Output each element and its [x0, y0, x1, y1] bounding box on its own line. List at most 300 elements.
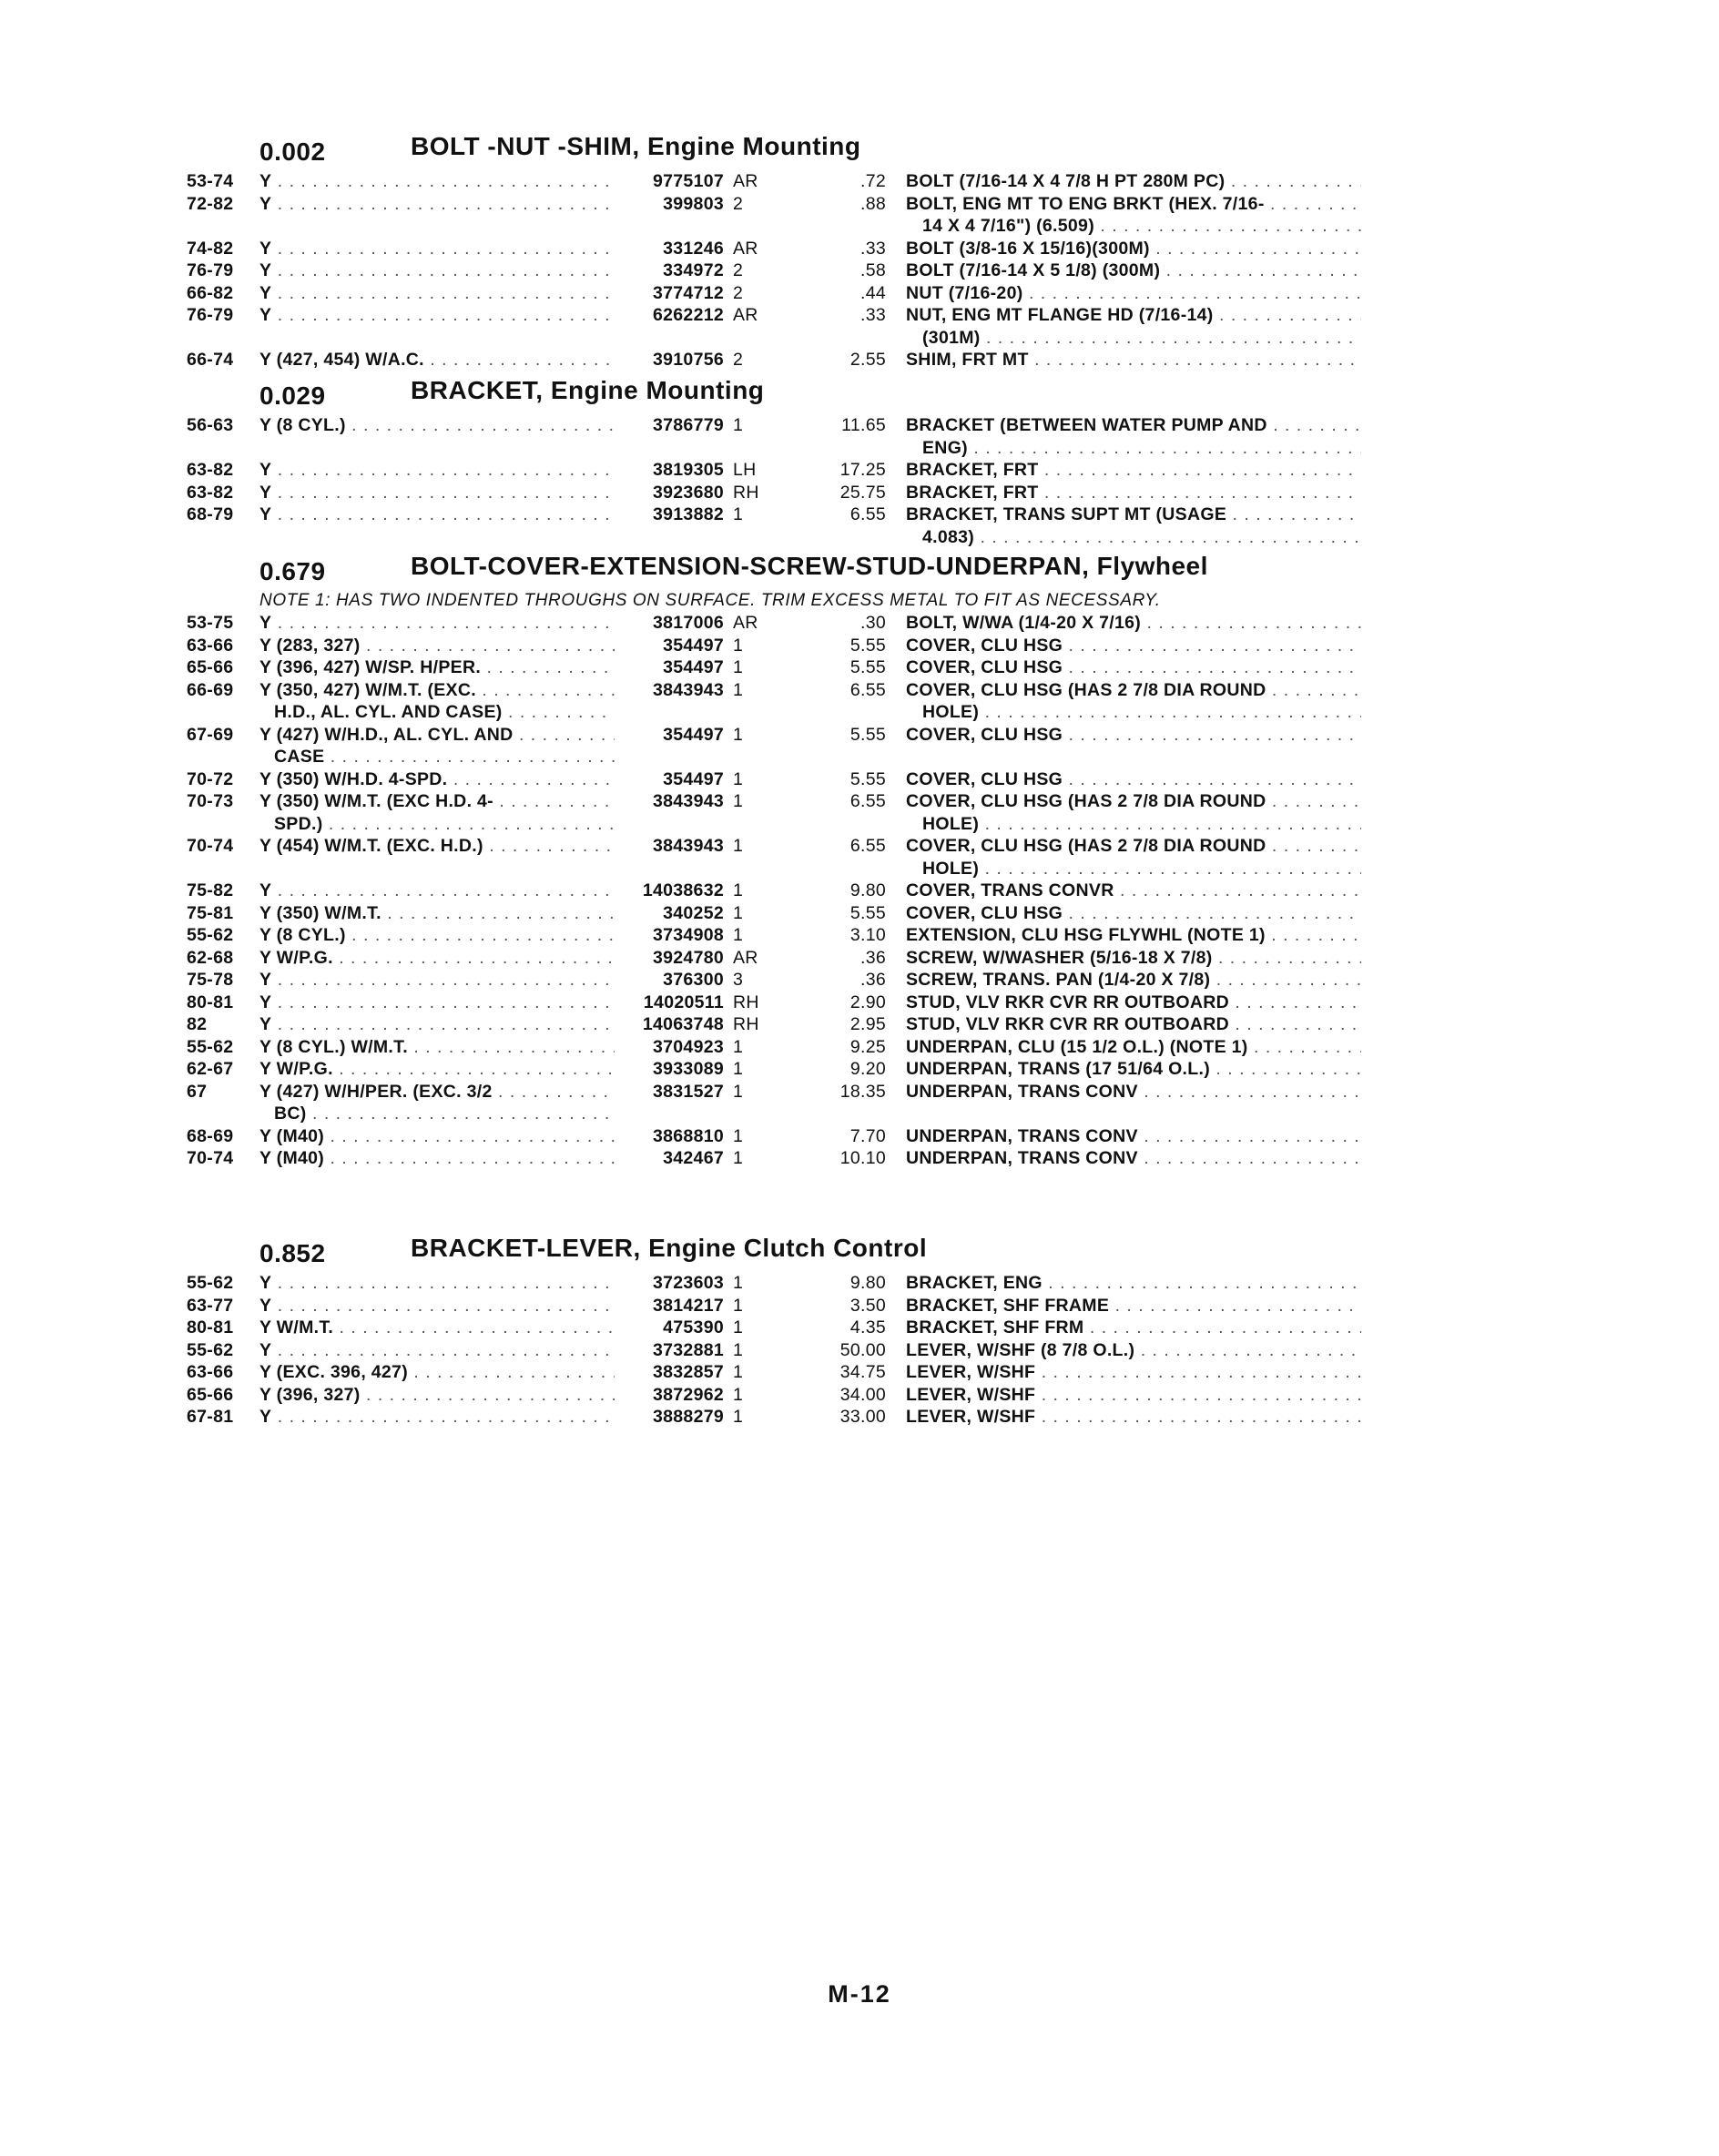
part-row [187, 724, 1361, 768]
parts-list [187, 414, 1361, 548]
part-row [187, 1058, 1361, 1081]
application [259, 459, 615, 482]
section-number: 0.029 [259, 381, 326, 410]
price: 9.25 [849, 1036, 886, 1057]
application [259, 969, 615, 992]
description-line: UNDERPAN, TRANS CONV . . . [906, 1125, 1361, 1148]
quantity: 1 [733, 925, 744, 945]
description [906, 880, 1361, 902]
price: .36 [860, 970, 886, 990]
application [259, 1295, 615, 1317]
model-years: 63-77 [187, 1295, 234, 1316]
description [906, 1295, 1361, 1317]
application-line: Y (427, 454) W/A.C. . . . [259, 349, 615, 371]
part-row [187, 768, 1361, 791]
part-row [187, 170, 1361, 193]
model-years: 66-82 [187, 282, 234, 303]
application [259, 1147, 615, 1170]
description [906, 947, 1361, 970]
description [906, 1317, 1361, 1339]
application [259, 947, 615, 970]
part-number: 3704923 [652, 1036, 724, 1057]
model-years: 62-68 [187, 947, 234, 968]
part-row [187, 1125, 1361, 1148]
model-years: 56-63 [187, 415, 234, 435]
description-line: BRACKET, SHF FRM . . . [906, 1317, 1361, 1339]
description [906, 1013, 1361, 1036]
part-row [187, 880, 1361, 902]
quantity: RH [733, 992, 759, 1012]
description [906, 1125, 1361, 1148]
quantity: AR [733, 238, 758, 259]
model-years: 53-74 [187, 171, 234, 191]
application [259, 1081, 615, 1125]
quantity: 1 [733, 1273, 744, 1293]
quantity: 1 [733, 504, 744, 524]
application-line: Y (EXC. 396, 427) . . . [259, 1361, 615, 1384]
model-years: 67-81 [187, 1407, 234, 1427]
part-number: 331246 [663, 238, 724, 259]
application-line: Y . . . [259, 282, 615, 305]
section-bolt-nut-shim [187, 132, 1361, 371]
application [259, 1058, 615, 1081]
part-number: 3734908 [652, 925, 724, 945]
price: 6.55 [849, 679, 886, 700]
model-years: 55-62 [187, 1339, 234, 1360]
page-number: M-12 [828, 1980, 891, 2008]
application [259, 1125, 615, 1148]
application-line: Y (8 CYL.) . . . [259, 924, 615, 947]
quantity: 2 [733, 282, 744, 303]
price: 34.75 [839, 1362, 886, 1382]
part-number: 3814217 [652, 1295, 724, 1316]
part-row [187, 193, 1361, 238]
application-line: Y . . . [259, 1272, 615, 1295]
description-line: LEVER, W/SHF . . . [906, 1384, 1361, 1407]
application-line: Y (8 CYL.) . . . [259, 414, 615, 437]
quantity: 1 [733, 880, 744, 900]
quantity: 1 [733, 791, 744, 811]
description-line: COVER, CLU HSG . . . [906, 902, 1361, 925]
application [259, 880, 615, 902]
price: 2.95 [849, 1014, 886, 1034]
section-number: 0.852 [259, 1239, 326, 1267]
price: .33 [860, 305, 886, 325]
description [906, 459, 1361, 482]
application-line: Y (396, 327) . . . [259, 1384, 615, 1407]
model-years: 75-81 [187, 902, 234, 923]
description-line: 14 X 4 7/16") (6.509) . . . [906, 215, 1361, 238]
parts-list [187, 612, 1361, 1170]
model-years: 75-82 [187, 880, 234, 900]
model-years: 63-66 [187, 1362, 234, 1382]
part-row [187, 835, 1361, 880]
part-number: 3786779 [652, 415, 724, 435]
description [906, 902, 1361, 925]
description [906, 1339, 1361, 1362]
price: 6.55 [849, 791, 886, 811]
description-line: BRACKET, FRT . . . [906, 482, 1361, 504]
part-number: 3910756 [652, 350, 724, 370]
model-years: 80-81 [187, 992, 234, 1012]
application [259, 724, 615, 768]
description-line: LEVER, W/SHF (8 7/8 O.L.) . . . [906, 1339, 1361, 1362]
description [906, 635, 1361, 657]
application [259, 1317, 615, 1339]
section-bracket-engine-mounting [187, 376, 1361, 548]
price: 5.55 [849, 724, 886, 745]
description-line: BOLT, ENG MT TO ENG BRKT (HEX. 7/16- . . . [906, 193, 1361, 216]
part-row [187, 1406, 1361, 1429]
price: 33.00 [839, 1407, 886, 1427]
part-number: 14020511 [643, 992, 724, 1012]
part-row [187, 1361, 1361, 1384]
description-line: NUT (7/16-20) . . . [906, 282, 1361, 305]
quantity: AR [733, 171, 758, 191]
part-number: 3723603 [652, 1273, 724, 1293]
model-years: 68-69 [187, 1125, 234, 1146]
description-line: NUT, ENG MT FLANGE HD (7/16-14) . . . [906, 304, 1361, 327]
description [906, 482, 1361, 504]
model-years: 55-62 [187, 1036, 234, 1057]
description-line: UNDERPAN, CLU (15 1/2 O.L.) (NOTE 1) . . . [906, 1036, 1361, 1059]
price: 3.50 [849, 1295, 886, 1316]
part-number: 14038632 [642, 880, 724, 900]
part-number: 3843943 [652, 836, 724, 856]
application-line: Y (283, 327) . . . [259, 635, 615, 657]
quantity: 2 [733, 350, 744, 370]
part-row [187, 635, 1361, 657]
price: 50.00 [839, 1339, 886, 1360]
model-years: 75-78 [187, 970, 234, 990]
part-number: 3888279 [652, 1407, 724, 1427]
application-line: Y (M40) . . . [259, 1125, 615, 1148]
application-line: Y . . . [259, 992, 615, 1014]
price: 9.20 [849, 1059, 886, 1079]
application [259, 170, 615, 193]
part-row [187, 656, 1361, 679]
section-number: 0.679 [259, 557, 326, 585]
section-header [187, 552, 1361, 590]
quantity: 1 [733, 902, 744, 923]
model-years: 62-67 [187, 1059, 234, 1079]
application [259, 679, 615, 724]
price: .58 [860, 260, 886, 280]
application-line: Y (427) W/H/PER. (EXC. 3/2 . . . [259, 1081, 615, 1103]
description [906, 1406, 1361, 1429]
quantity: AR [733, 613, 758, 633]
application [259, 1339, 615, 1362]
quantity: 1 [733, 768, 744, 789]
application-line: Y . . . [259, 880, 615, 902]
description [906, 612, 1361, 635]
quantity: 1 [733, 1339, 744, 1360]
description [906, 1361, 1361, 1384]
quantity: LH [733, 460, 757, 480]
application [259, 259, 615, 282]
part-row [187, 992, 1361, 1014]
section-title: BRACKET-LEVER, Engine Clutch Control [411, 1234, 928, 1262]
quantity: 1 [733, 1125, 744, 1146]
application-line: Y . . . [259, 238, 615, 260]
price: .72 [860, 171, 886, 191]
part-number: 399803 [663, 193, 724, 214]
price: 5.55 [849, 768, 886, 789]
quantity: 2 [733, 260, 744, 280]
application [259, 835, 615, 858]
description [906, 282, 1361, 305]
quantity: 1 [733, 1295, 744, 1316]
price: 18.35 [839, 1081, 886, 1102]
section-clutch-control [187, 1234, 1361, 1429]
model-years: 53-75 [187, 613, 234, 633]
description [906, 835, 1361, 880]
description-line: COVER, TRANS CONVR . . . [906, 880, 1361, 902]
price: 25.75 [839, 482, 886, 503]
section-title: BRACKET, Engine Mounting [411, 376, 765, 404]
part-row [187, 1317, 1361, 1339]
application-line: Y W/P.G. . . . [259, 947, 615, 970]
part-row [187, 503, 1361, 548]
model-years: 63-82 [187, 482, 234, 503]
description-line: HOLE) . . . [906, 858, 1361, 880]
description [906, 724, 1361, 747]
application-line: Y (427) W/H.D., AL. CYL. AND . . . [259, 724, 615, 747]
price: .36 [860, 947, 886, 968]
quantity: 1 [733, 1059, 744, 1079]
application-line: Y . . . [259, 1013, 615, 1036]
part-row [187, 1013, 1361, 1036]
description-line: BRACKET (BETWEEN WATER PUMP AND . . . [906, 414, 1361, 437]
application [259, 992, 615, 1014]
description-line: BOLT (7/16-14 X 4 7/8 H PT 280M PC) . . . [906, 170, 1361, 193]
application [259, 902, 615, 925]
model-years: 70-73 [187, 791, 234, 811]
part-number: 340252 [663, 902, 724, 923]
quantity: 1 [733, 1317, 744, 1337]
application [259, 635, 615, 657]
quantity: RH [733, 1014, 759, 1034]
part-row [187, 414, 1361, 459]
price: .88 [860, 193, 886, 214]
description-line: LEVER, W/SHF . . . [906, 1361, 1361, 1384]
price: 10.10 [839, 1148, 886, 1168]
description [906, 349, 1361, 371]
price: 7.70 [849, 1125, 886, 1146]
description-line: LEVER, W/SHF . . . [906, 1406, 1361, 1429]
part-number: 9775107 [652, 171, 724, 191]
application-line: Y W/M.T. . . . [259, 1317, 615, 1339]
price: 5.55 [849, 635, 886, 656]
part-number: 3774712 [652, 282, 724, 303]
part-row [187, 304, 1361, 349]
model-years: 76-79 [187, 260, 234, 280]
description-line: 4.083) . . . [906, 526, 1361, 549]
application-line: CASE . . . [259, 746, 615, 768]
description [906, 259, 1361, 282]
price: 17.25 [839, 460, 886, 480]
section-header [187, 132, 1361, 170]
part-number: 354497 [663, 724, 724, 745]
description [906, 238, 1361, 260]
part-number: 14063748 [642, 1014, 724, 1034]
application [259, 656, 615, 679]
application-line: Y . . . [259, 459, 615, 482]
description-line: ENG) . . . [906, 437, 1361, 460]
application [259, 1272, 615, 1295]
part-number: 354497 [663, 657, 724, 677]
description [906, 924, 1361, 947]
part-number: 376300 [663, 970, 724, 990]
application-line: Y W/P.G. . . . [259, 1058, 615, 1081]
application [259, 1406, 615, 1429]
quantity: 1 [733, 1148, 744, 1168]
quantity: 1 [733, 657, 744, 677]
quantity: 1 [733, 1362, 744, 1382]
part-row [187, 282, 1361, 305]
part-row [187, 790, 1361, 835]
section-note: NOTE 1: HAS TWO INDENTED THROUGHS ON SURFACE. TRIM EXCESS METAL TO FIT AS NECESSARY. [259, 591, 1161, 610]
model-years: 63-66 [187, 635, 234, 656]
application [259, 193, 615, 216]
model-years: 70-74 [187, 836, 234, 856]
application [259, 503, 615, 526]
application [259, 304, 615, 327]
description [906, 503, 1361, 548]
application-line: Y (350) W/M.T. (EXC H.D. 4- . . . [259, 790, 615, 813]
part-row [187, 947, 1361, 970]
quantity: 2 [733, 193, 744, 214]
description-line: HOLE) . . . [906, 701, 1361, 724]
application-line: Y . . . [259, 259, 615, 282]
application-line: Y . . . [259, 503, 615, 526]
model-years: 63-82 [187, 460, 234, 480]
application [259, 1013, 615, 1036]
part-number: 3732881 [652, 1339, 724, 1360]
part-row [187, 459, 1361, 482]
application-line: Y (350) W/M.T. . . . [259, 902, 615, 925]
application [259, 282, 615, 305]
section-header [187, 1234, 1361, 1272]
quantity: 1 [733, 1407, 744, 1427]
description-line: UNDERPAN, TRANS (17 51/64 O.L.) . . . [906, 1058, 1361, 1081]
price: .30 [860, 613, 886, 633]
description-line: BOLT, W/WA (1/4-20 X 7/16) . . . [906, 612, 1361, 635]
application-line: H.D., AL. CYL. AND CASE) . . . [259, 701, 615, 724]
description-line: COVER, CLU HSG (HAS 2 7/8 DIA ROUND . . . [906, 835, 1361, 858]
part-row [187, 1036, 1361, 1059]
section-header [187, 376, 1361, 414]
price: 9.80 [849, 1273, 886, 1293]
application-line: Y (454) W/M.T. (EXC. H.D.) . . . [259, 835, 615, 858]
part-number: 342467 [663, 1148, 724, 1168]
section-title: BOLT -NUT -SHIM, Engine Mounting [411, 132, 861, 160]
parts-list [187, 1272, 1361, 1429]
application-line: Y . . . [259, 170, 615, 193]
price: .44 [860, 282, 886, 303]
model-years: 82 [187, 1014, 208, 1034]
application [259, 414, 615, 437]
description-line: COVER, CLU HSG . . . [906, 656, 1361, 679]
description-line: UNDERPAN, TRANS CONV . . . [906, 1081, 1361, 1103]
part-row [187, 349, 1361, 371]
price: 2.90 [849, 992, 886, 1012]
application-line: Y (350) W/H.D. 4-SPD. . . . [259, 768, 615, 791]
description [906, 414, 1361, 459]
application-line: Y (396, 427) W/SP. H/PER. . . . [259, 656, 615, 679]
model-years: 67 [187, 1081, 208, 1102]
part-number: 3872962 [652, 1384, 724, 1405]
price: 34.00 [839, 1384, 886, 1405]
part-number: 3923680 [652, 482, 724, 503]
application-line: Y . . . [259, 482, 615, 504]
application-line: Y . . . [259, 1339, 615, 1362]
description [906, 1036, 1361, 1059]
description-line: COVER, CLU HSG . . . [906, 724, 1361, 747]
part-row [187, 679, 1361, 724]
part-row [187, 1295, 1361, 1317]
description-line: COVER, CLU HSG (HAS 2 7/8 DIA ROUND . . . [906, 790, 1361, 813]
application [259, 1384, 615, 1407]
price: 5.55 [849, 902, 886, 923]
description-line: COVER, CLU HSG . . . [906, 768, 1361, 791]
part-number: 3831527 [652, 1081, 724, 1102]
part-row [187, 482, 1361, 504]
application [259, 238, 615, 260]
application-line: Y . . . [259, 304, 615, 327]
application [259, 768, 615, 791]
description-line: BOLT (3/8-16 X 15/16)(300M) . . . [906, 238, 1361, 260]
part-number: 3817006 [652, 613, 724, 633]
model-years: 67-69 [187, 724, 234, 745]
quantity: 1 [733, 635, 744, 656]
price: 3.10 [849, 925, 886, 945]
model-years: 55-62 [187, 1273, 234, 1293]
description-line: SCREW, W/WASHER (5/16-18 X 7/8) . . . [906, 947, 1361, 970]
description [906, 1384, 1361, 1407]
quantity: AR [733, 947, 758, 968]
application-line: Y . . . [259, 193, 615, 216]
part-row [187, 1081, 1361, 1125]
price: 4.35 [849, 1317, 886, 1337]
description-line: EXTENSION, CLU HSG FLYWHL (NOTE 1) . . . [906, 924, 1361, 947]
model-years: 66-74 [187, 350, 234, 370]
quantity: 1 [733, 836, 744, 856]
part-row [187, 1147, 1361, 1170]
description [906, 304, 1361, 349]
part-number: 354497 [663, 768, 724, 789]
quantity: 1 [733, 724, 744, 745]
part-number: 3843943 [652, 791, 724, 811]
quantity: RH [733, 482, 759, 503]
application-line: BC) . . . [259, 1103, 615, 1125]
application-line: Y . . . [259, 969, 615, 992]
application [259, 790, 615, 835]
part-row [187, 1272, 1361, 1295]
part-row [187, 969, 1361, 992]
application-line: Y (M40) . . . [259, 1147, 615, 1170]
part-number: 3933089 [652, 1059, 724, 1079]
quantity: AR [733, 305, 758, 325]
quantity: 1 [733, 679, 744, 700]
description [906, 170, 1361, 193]
application-line: Y . . . [259, 1295, 615, 1317]
model-years: 70-72 [187, 768, 234, 789]
part-number: 3913882 [652, 504, 724, 524]
description [906, 790, 1361, 835]
part-row [187, 238, 1361, 260]
description [906, 656, 1361, 679]
